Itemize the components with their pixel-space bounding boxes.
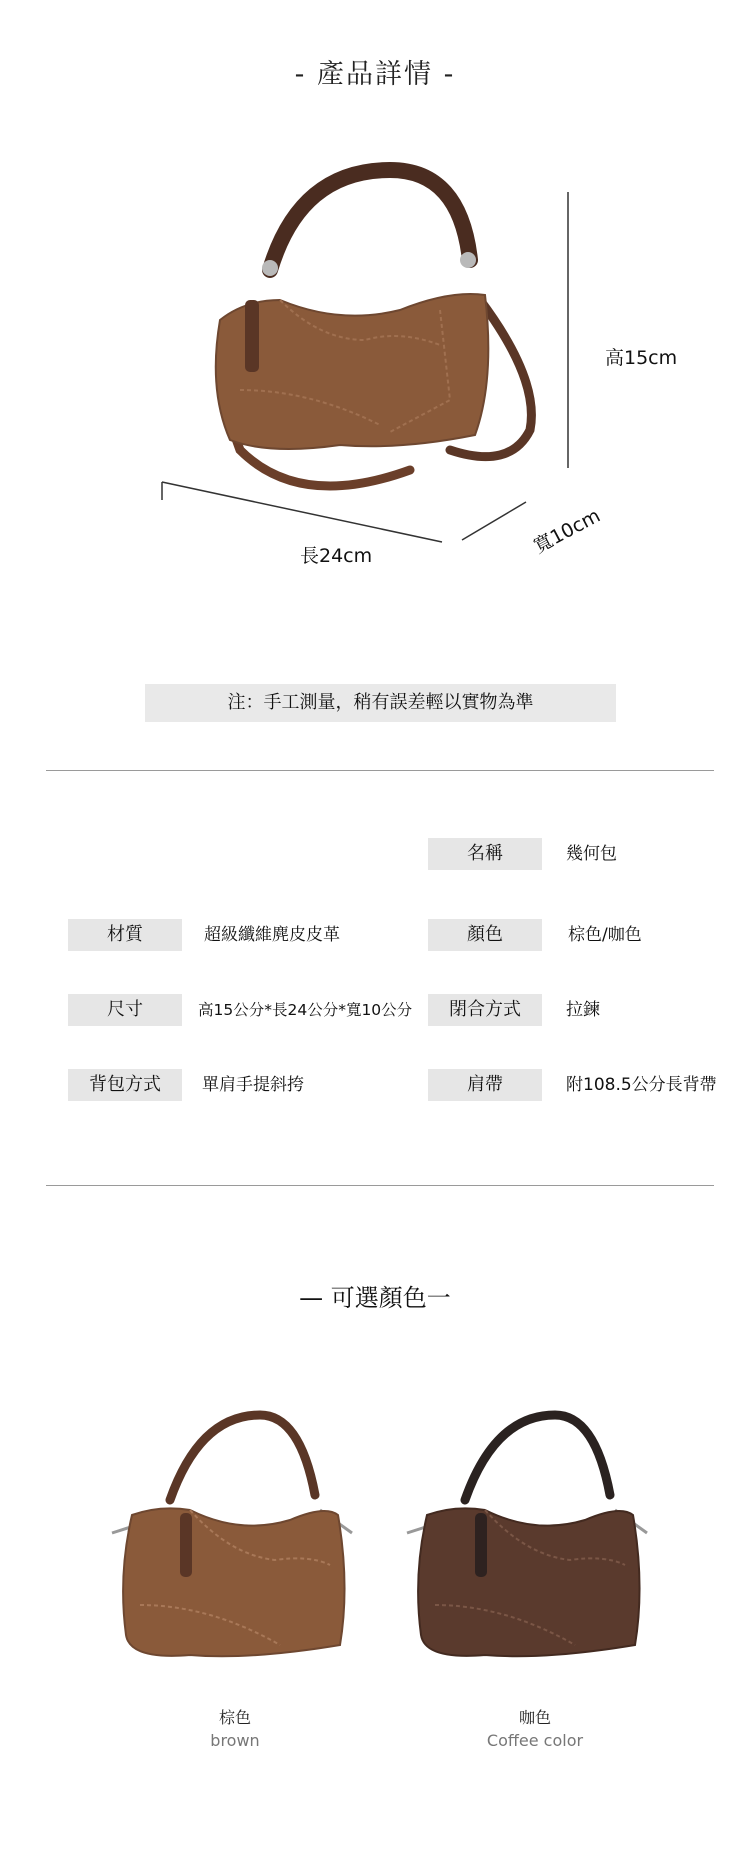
spec-value-strap: 附108.5公分長背帶 bbox=[566, 1075, 717, 1095]
spec-label-color: 顏色 bbox=[428, 919, 542, 951]
brown-bag-image bbox=[110, 1405, 360, 1665]
color-coffee-en: Coffee color bbox=[486, 1731, 584, 1750]
measurement-note: 注：手工測量，稍有誤差輕以實物為準 bbox=[145, 684, 616, 722]
spec-value-name: 幾何包 bbox=[566, 844, 617, 864]
coffee-bag-image bbox=[405, 1405, 655, 1665]
spec-value-closure: 拉鍊 bbox=[566, 1000, 600, 1020]
color-brown-cn: 棕色 bbox=[218, 1708, 251, 1727]
spec-value-carry: 單肩手提斜挎 bbox=[202, 1075, 304, 1095]
spec-label-material: 材質 bbox=[68, 919, 182, 951]
color-coffee-cn: 咖色 bbox=[518, 1708, 551, 1727]
divider-bottom bbox=[46, 1185, 714, 1186]
spec-label-closure: 閉合方式 bbox=[428, 994, 542, 1026]
width-label: 寬10cm bbox=[529, 504, 604, 558]
spec-value-material: 超級纖維麂皮皮革 bbox=[204, 925, 340, 945]
height-label: 高15cm bbox=[605, 347, 678, 369]
length-label: 長24cm bbox=[300, 545, 373, 567]
colors-section-title: — 可選顏色一 bbox=[299, 1284, 451, 1312]
spec-label-carry: 背包方式 bbox=[68, 1069, 182, 1101]
spec-value-color: 棕色/咖色 bbox=[568, 925, 642, 945]
color-brown-en: brown bbox=[210, 1731, 260, 1750]
spec-label-name: 名稱 bbox=[428, 838, 542, 870]
spec-label-size: 尺寸 bbox=[68, 994, 182, 1026]
spec-label-strap: 肩帶 bbox=[428, 1069, 542, 1101]
spec-value-size: 高15公分*長24公分*寬10公分 bbox=[198, 1001, 413, 1019]
divider-top bbox=[46, 770, 714, 771]
page-title: - 產品詳情 - bbox=[294, 59, 456, 90]
